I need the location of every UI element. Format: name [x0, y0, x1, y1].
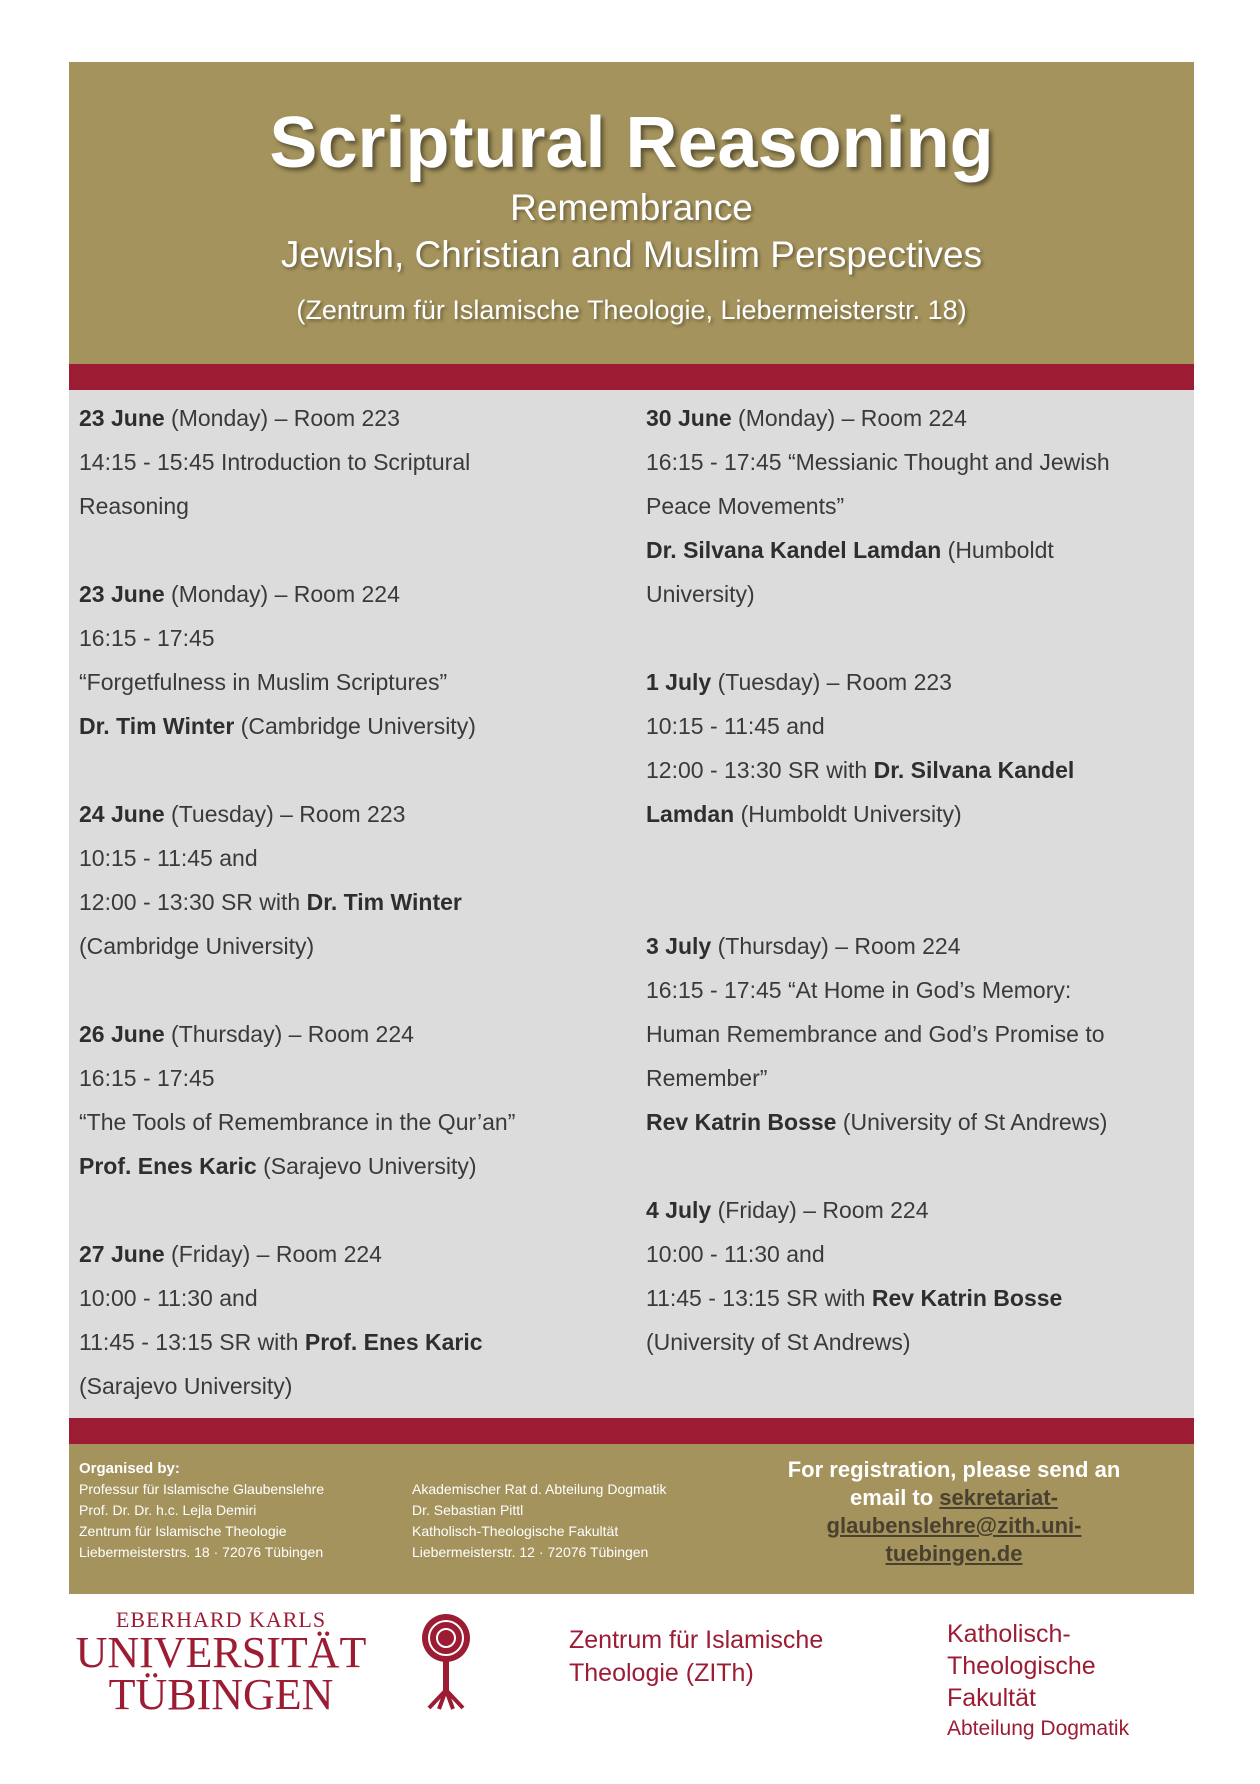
event-24-june-223: 24 June (Tuesday) – Room 223 10:15 - 11:45 and 12:00 - 13:30 SR with Dr. Tim Winter (Cambridge University)	[79, 801, 462, 959]
header-banner	[69, 62, 1194, 364]
event-26-june-224: 26 June (Thursday) – Room 224 16:15 - 17:45 “The Tools of Remembrance in the Qur’an” Prof. Enes Karic (Sarajevo University)	[79, 1021, 516, 1179]
footer-banner	[69, 1444, 1194, 1594]
schedule-panel	[69, 390, 1194, 1418]
university-logo: EBERHARD KARLS UNIVERSITÄT TÜBINGEN	[75, 1607, 367, 1719]
venue-text: (Zentrum für Islamische Theologie, Liebermeisterstr. 18)	[296, 295, 967, 325]
event-23-june-224: 23 June (Monday) – Room 224 16:15 - 17:45 “Forgetfulness in Muslim Scriptures” Dr. Tim Winter (Cambridge University)	[79, 581, 476, 739]
faculty-logo-text: Katholisch- Theologische Fakultät Abteilung Dogmatik	[947, 1620, 1130, 1740]
registration-email-link[interactable]: sekretariat- glaubenslehre@zith.uni- tuebingen.de	[826, 1485, 1082, 1566]
poster	[69, 62, 1194, 1594]
subtitle-remembrance: Remembrance	[510, 187, 753, 228]
event-3-july-224: 3 July (Thursday) – Room 224 16:15 - 17:45 “At Home in God’s Memory: Human Remembrance and God’s Promise to Remember” Rev Katrin Bosse (University of St Andrews)	[646, 933, 1108, 1135]
logo-strip	[69, 1600, 1194, 1750]
event-4-july-224: 4 July (Friday) – Room 224 10:00 - 11:30 and 11:45 - 13:15 SR with Rev Katrin Bosse (University of St Andrews)	[646, 1197, 1063, 1355]
palm-tree-icon	[417, 1610, 475, 1710]
page-title: Scriptural Reasoning	[269, 103, 994, 183]
registration-info: For registration, please send an email to sekretariat- glaubenslehre@zith.uni- tuebingen.de	[787, 1457, 1121, 1566]
event-27-june-224: 27 June (Friday) – Room 224 10:00 - 11:30 and 11:45 - 13:15 SR with Prof. Enes Karic (Sarajevo University)	[79, 1241, 483, 1399]
event-30-june-224: 30 June (Monday) – Room 224 16:15 - 17:45 “Messianic Thought and Jewish Peace Movements” Dr. Silvana Kandel Lamdan (Humboldt University)	[646, 405, 1110, 607]
organiser-block-2: Akademischer Rat d. Abteilung Dogmatik Dr. Sebastian Pittl Katholisch-Theologische Fakultät Liebermeisterstr. 12 · 72076 Tübingen	[412, 1481, 667, 1560]
schedule-column-right	[646, 396, 1186, 1408]
subtitle-perspectives: Jewish, Christian and Muslim Perspectives	[280, 234, 983, 275]
schedule-column-left	[79, 396, 624, 1452]
event-1-july-223: 1 July (Tuesday) – Room 223 10:15 - 11:45 and 12:00 - 13:30 SR with Dr. Silvana Kandel Lamdan (Humboldt University)	[646, 669, 1075, 827]
organiser-block-1: Organised by: Professur für Islamische Glaubenslehre Prof. Dr. Dr. h.c. Lejla Demiri Zentrum für Islamische Theologie Liebermeisterstrs. 18 · 72076 Tübingen	[79, 1460, 325, 1560]
event-23-june-223: 23 June (Monday) – Room 223 14:15 - 15:45 Introduction to Scriptural Reasoning	[79, 405, 471, 519]
red-divider-top	[69, 364, 1194, 390]
zith-logo-text: Zentrum für Islamische Theologie (ZITh)	[569, 1626, 824, 1687]
